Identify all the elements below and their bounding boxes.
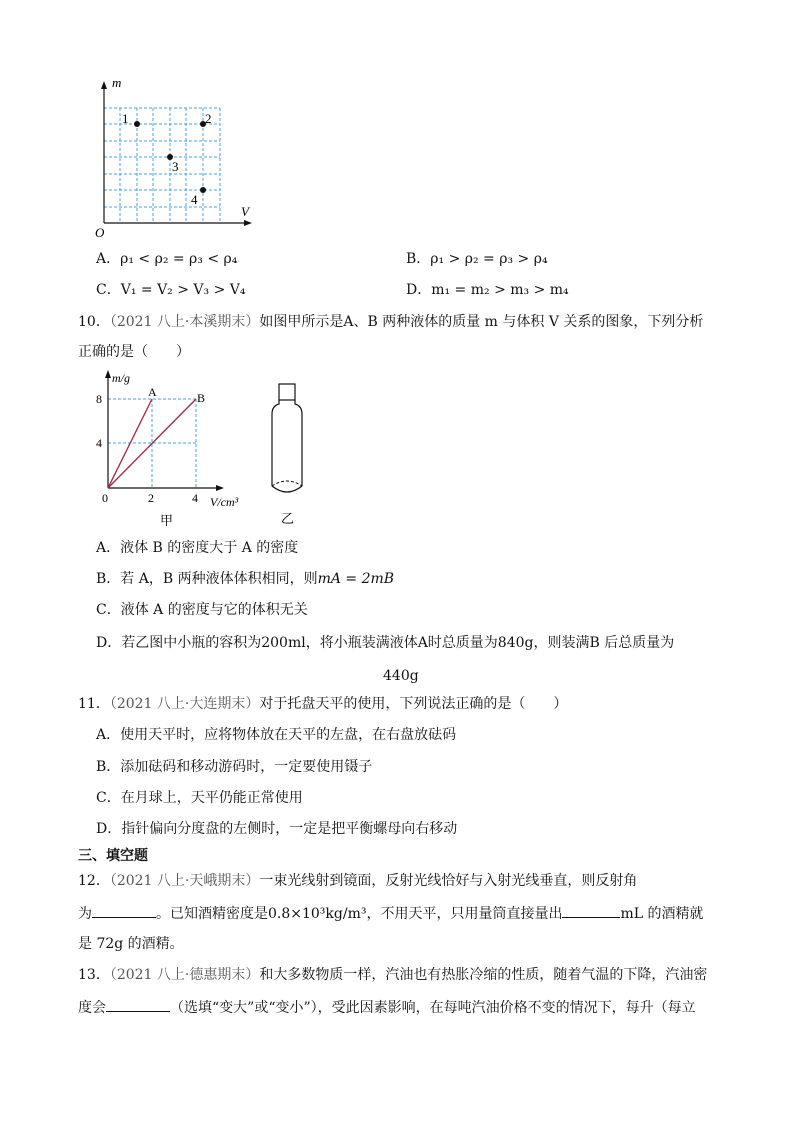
y-axis-label: m bbox=[112, 75, 122, 90]
q10-y-label: m/g bbox=[112, 371, 130, 385]
q12-stem bbox=[78, 871, 637, 891]
q12-line2-middle: 。已知酒精密度是0.8×10³kg/m³，不用天平，只用量筒直接量出 bbox=[156, 906, 563, 922]
q10-bottle-figure bbox=[262, 380, 312, 530]
q10-stem-line2: 正确的是（ ） bbox=[78, 344, 190, 360]
bottle-body bbox=[272, 400, 302, 486]
q13-number: 13． bbox=[78, 967, 110, 983]
q10-number: 10． bbox=[78, 314, 110, 330]
q12-blank-volume[interactable] bbox=[562, 903, 620, 918]
origin-label: O bbox=[95, 225, 105, 240]
q9-option-d[interactable]: D．m₁ = m₂ > m₃ > m₄ bbox=[406, 282, 569, 298]
q11-option-b[interactable]: B．添加砝码和移动游码时，一定要使用镊子 bbox=[96, 759, 373, 775]
section-title-fill-in: 三、填空题 bbox=[78, 848, 148, 864]
q12-number: 12． bbox=[78, 873, 110, 889]
q13-line2 bbox=[78, 997, 696, 1018]
q10-y-tick-8: 8 bbox=[96, 392, 102, 406]
q12-line2-start: 为 bbox=[78, 906, 92, 922]
q12-source: （2021 八上·天峨期末） bbox=[109, 873, 260, 889]
q12-line2-end: mL 的酒精就 bbox=[620, 906, 704, 922]
q9-option-b[interactable]: B．ρ₁ > ρ₂ = ρ₃ > ρ₄ bbox=[406, 251, 548, 267]
q10-stem bbox=[78, 312, 703, 332]
q10-stem-line1: 如图甲所示是A、B 两种液体的质量 m 与体积 V 关系的图象，下列分析 bbox=[259, 314, 704, 330]
q13-line1: 和大多数物质一样，汽油也有热胀冷缩的性质，随着气温的下降，汽油密 bbox=[259, 967, 708, 983]
q10-x-label: V/cm³ bbox=[210, 495, 239, 509]
y-axis-arrow bbox=[101, 81, 107, 89]
q12-line3: 是 72g 的酒精。 bbox=[78, 936, 184, 952]
point-1 bbox=[134, 121, 140, 127]
q10-mv-graph bbox=[80, 368, 280, 533]
q13-blank-density-change[interactable] bbox=[106, 997, 170, 1012]
point-4-label: 4 bbox=[191, 192, 198, 207]
q11-option-d[interactable]: D．指针偏向分度盘的左侧时，一定是把平衡螺母向右移动 bbox=[96, 821, 458, 837]
bottle-base-back bbox=[272, 481, 302, 486]
point-4 bbox=[200, 187, 206, 193]
figure-mv-points bbox=[80, 75, 260, 245]
q13-line2-rest: （选填“变大”或“变小”），受此因素影响，在每吨汽油价格不变的情况下，每升（每立 bbox=[170, 1000, 696, 1016]
q10-option-c[interactable]: C．液体 A 的密度与它的体积无关 bbox=[96, 602, 308, 618]
q12-line2 bbox=[78, 903, 704, 924]
q13-source: （2021 八上·德惠期末） bbox=[109, 967, 260, 983]
point-2-label: 2 bbox=[205, 111, 212, 126]
q9-option-a[interactable]: A．ρ₁ < ρ₂ = ρ₃ < ρ₄ bbox=[96, 251, 238, 267]
x-axis-arrow bbox=[244, 220, 252, 226]
q10-x-tick-2: 2 bbox=[148, 491, 154, 505]
q10-option-b-formula: mA = 2mB bbox=[317, 571, 395, 587]
q9-option-c[interactable]: C．V₁ = V₂ > V₃ > V₄ bbox=[96, 282, 246, 298]
q11-stem bbox=[78, 694, 567, 714]
q10-y-arrow bbox=[105, 370, 111, 378]
q10-y-tick-4: 4 bbox=[96, 436, 102, 450]
q13-line2-start: 度会 bbox=[78, 1000, 106, 1016]
q10-option-a[interactable]: A．液体 B 的密度大于 A 的密度 bbox=[96, 540, 299, 556]
q11-source: （2021 八上·大连期末） bbox=[109, 696, 260, 712]
point-3-label: 3 bbox=[172, 159, 179, 174]
q10-x-tick-0: 0 bbox=[102, 491, 108, 505]
q10-option-d-line2: 440g bbox=[383, 668, 419, 684]
q11-option-a[interactable]: A．使用天平时，应将物体放在天平的左盘，在右盘放砝码 bbox=[96, 727, 457, 743]
q10-line-b-label: B bbox=[197, 391, 206, 405]
point-1-label: 1 bbox=[122, 111, 129, 126]
q10-caption-jia: 甲 bbox=[160, 513, 174, 528]
bottle-cap bbox=[279, 384, 295, 400]
q12-blank-reflection-angle[interactable] bbox=[92, 903, 156, 918]
q11-stem-text: 对于托盘天平的使用，下列说法正确的是（ ） bbox=[259, 696, 568, 712]
q10-option-b-text: B．若 A，B 两种液体体积相同，则 bbox=[96, 571, 318, 587]
q10-option-d[interactable]: D．若乙图中小瓶的容积为200ml，将小瓶装满液体A时总质量为840g，则装满B 后总质量为 bbox=[96, 635, 675, 651]
q11-number: 11． bbox=[78, 696, 110, 712]
bottle-base-front bbox=[272, 486, 302, 492]
q12-line1: 一束光线射到镜面，反射光线恰好与入射光线垂直，则反射角 bbox=[259, 873, 638, 889]
q10-x-tick-4: 4 bbox=[192, 491, 198, 505]
x-axis-label: V bbox=[241, 204, 249, 219]
q13-stem bbox=[78, 965, 707, 985]
q10-x-arrow bbox=[216, 485, 224, 491]
q10-caption-yi: 乙 bbox=[281, 511, 295, 526]
q10-source: （2021 八上·本溪期末） bbox=[109, 314, 260, 330]
q11-option-c[interactable]: C．在月球上，天平仍能正常使用 bbox=[96, 790, 303, 806]
q10-option-b[interactable] bbox=[96, 569, 394, 589]
q10-line-a-label: A bbox=[148, 385, 157, 399]
